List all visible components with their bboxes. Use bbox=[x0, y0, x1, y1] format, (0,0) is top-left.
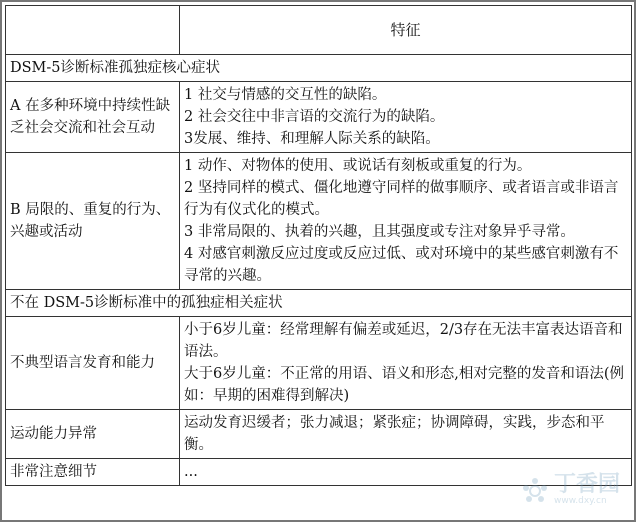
feature-list-cell bbox=[180, 82, 632, 153]
table-row bbox=[6, 82, 632, 153]
symptom-table bbox=[5, 5, 632, 486]
category-cell: A 在多种环境中持续性缺乏社会交流和社会互动 bbox=[6, 82, 180, 153]
section-title: 不在 DSM-5诊断标准中的孤独症相关症状 bbox=[6, 290, 632, 317]
feature-list-cell bbox=[180, 153, 632, 290]
header-feature-cell: 特征 bbox=[180, 6, 632, 55]
feature-item: 大于6岁儿童：不正常的用语、语义和形态,相对完整的发音和语法(例如：早期的困难得到解决) bbox=[184, 366, 624, 404]
category-cell: B 局限的、重复的行为、兴趣或活动 bbox=[6, 153, 180, 290]
table-row bbox=[6, 459, 632, 486]
feature-list-cell bbox=[180, 317, 632, 410]
header-empty-cell bbox=[6, 6, 180, 55]
feature-item: 3 非常局限的、执着的兴趣，且其强度或专注对象异乎寻常。 bbox=[184, 224, 575, 240]
feature-item: 4 对感官刺激反应过度或反应过低、或对环境中的某些感官刺激有不寻常的兴趣。 bbox=[184, 246, 619, 284]
watermark-url: www.dxy.cn bbox=[553, 496, 607, 506]
feature-item: 小于6岁儿童：经常理解有偏差或延迟，2/3存在无法丰富表达语音和语法。 bbox=[184, 322, 623, 360]
table-header-row bbox=[6, 6, 632, 55]
feature-item: 运动发育迟缓者；张力减退；紧张症；协调障碍，实践，步态和平衡。 bbox=[184, 415, 605, 453]
category-cell: 运动能力异常 bbox=[6, 410, 180, 459]
feature-item: ... bbox=[184, 464, 198, 480]
feature-item: 3发展、维持、和理解人际关系的缺陷。 bbox=[184, 131, 440, 147]
feature-list-cell bbox=[180, 410, 632, 459]
watermark-name: 丁香园 bbox=[553, 472, 620, 497]
feature-item: 2 坚持同样的模式、僵化地遵守同样的做事顺序、或者语言或非语言行为有仪式化的模式。 bbox=[184, 180, 619, 218]
feature-item: 1 社交与情感的交互性的缺陷。 bbox=[184, 87, 387, 103]
table-row bbox=[6, 317, 632, 410]
category-cell: 非常注意细节 bbox=[6, 459, 180, 486]
category-cell: 不典型语言发育和能力 bbox=[6, 317, 180, 410]
table-row bbox=[6, 153, 632, 290]
section-row-core bbox=[6, 55, 632, 82]
feature-list-cell bbox=[180, 459, 632, 486]
section-row-related bbox=[6, 290, 632, 317]
section-title: DSM-5诊断标准孤独症核心症状 bbox=[6, 55, 632, 82]
table-row bbox=[6, 410, 632, 459]
feature-item: 2 社会交往中非言语的交流行为的缺陷。 bbox=[184, 109, 445, 125]
feature-item: 1 动作、对物体的使用、或说话有刻板或重复的行为。 bbox=[184, 158, 532, 174]
